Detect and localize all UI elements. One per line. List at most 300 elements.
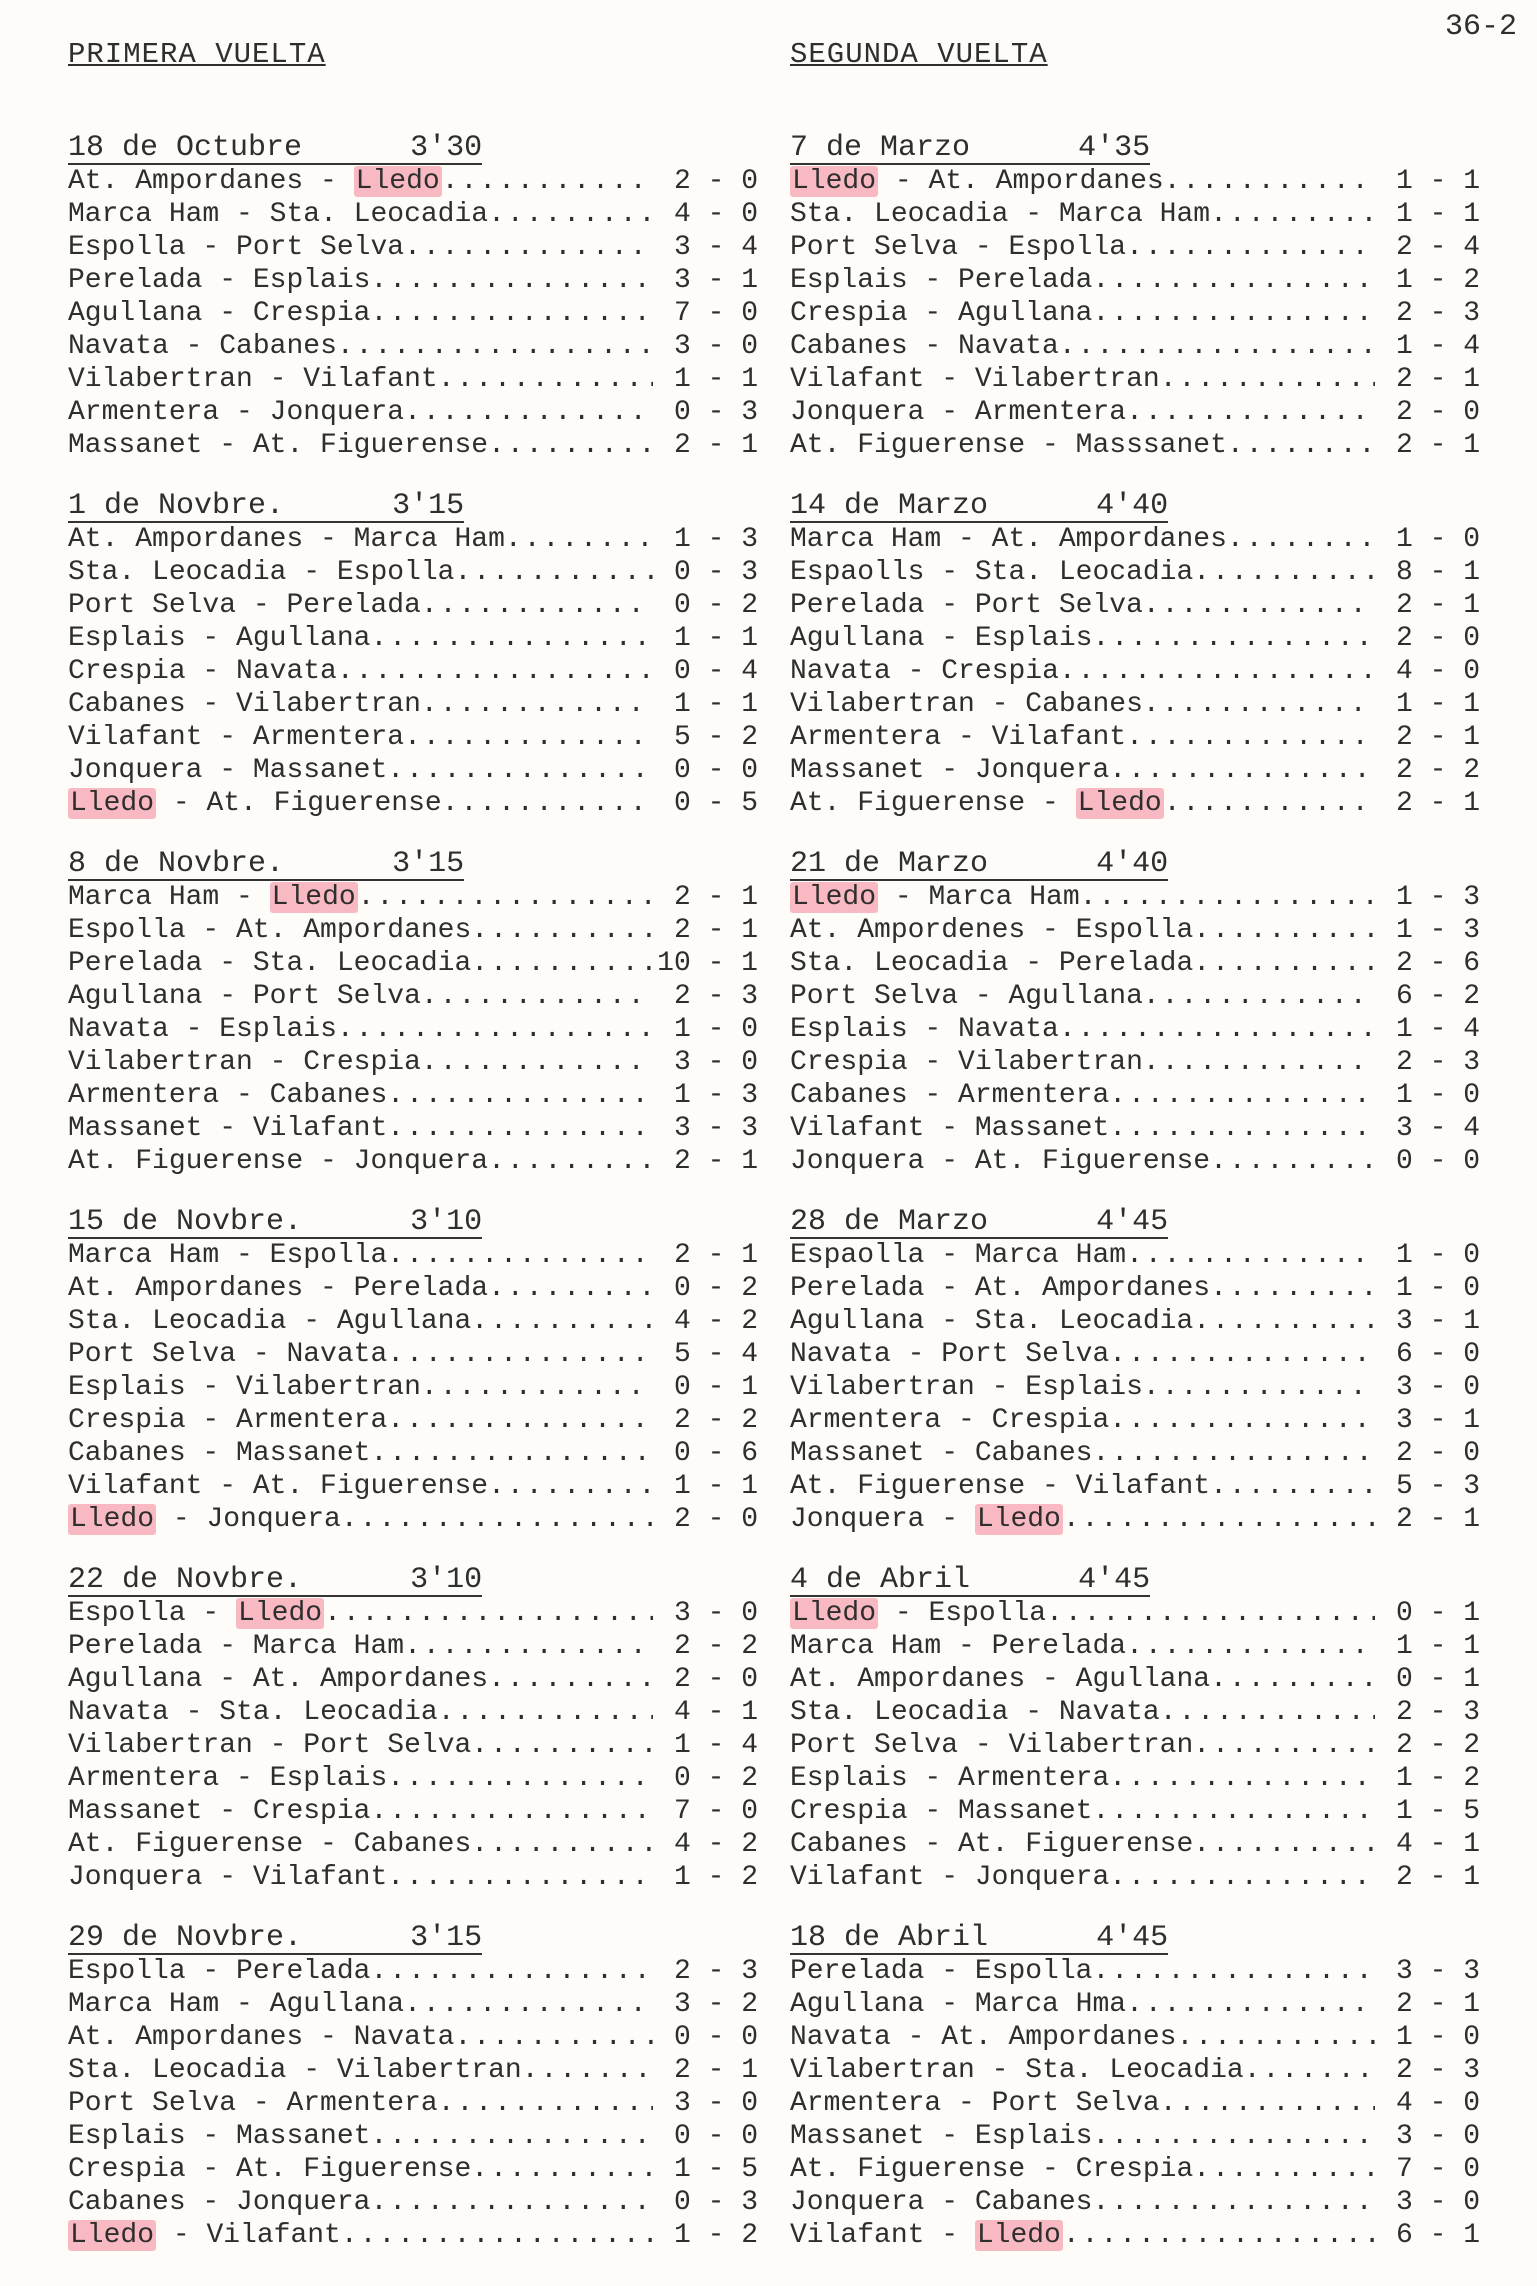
away-team: Perelada bbox=[958, 265, 1093, 296]
leader-dots bbox=[370, 1795, 653, 1828]
home-team: Navata bbox=[68, 331, 169, 362]
matchday-heading bbox=[790, 1207, 1168, 1239]
away-team: Marca Ham bbox=[974, 1240, 1127, 1271]
home-team: Vilabertran bbox=[68, 1047, 253, 1078]
match-score: 1 - 0 bbox=[1395, 524, 1480, 555]
leader-dots bbox=[1193, 1729, 1375, 1762]
leader-dots bbox=[471, 1305, 653, 1338]
away-team: At. Ampordanes bbox=[974, 1273, 1211, 1304]
match-teams: Armentera - Vilafant bbox=[790, 722, 1127, 753]
away-team: At. Figuerense bbox=[958, 1829, 1194, 1860]
home-team: Cabanes bbox=[790, 331, 908, 362]
leader-dots bbox=[341, 2219, 653, 2252]
match-teams: At. Figuerense - Vilafant bbox=[790, 1471, 1211, 1502]
home-team: Esplais bbox=[68, 2121, 186, 2152]
home-team: At. Figuerense bbox=[790, 2154, 1026, 2185]
away-team: Jonquera bbox=[353, 1146, 489, 1177]
match-row bbox=[68, 363, 758, 396]
home-team: Marca Ham bbox=[68, 1989, 220, 2020]
leader-dots bbox=[1177, 2021, 1376, 2054]
home-team: Crespia bbox=[790, 1796, 908, 1827]
match-row bbox=[68, 787, 758, 820]
leader-dots bbox=[1143, 688, 1375, 721]
matchday-block bbox=[790, 1564, 1480, 1922]
away-team: Massanet bbox=[958, 1796, 1093, 1827]
leader-dots bbox=[1109, 1338, 1375, 1371]
match-score: 0 - 1 bbox=[1395, 1664, 1480, 1695]
home-team: Vilafant bbox=[790, 1862, 925, 1893]
home-team: Perelada bbox=[68, 948, 203, 979]
match-row bbox=[68, 589, 758, 622]
match-row bbox=[68, 1404, 758, 1437]
leader-dots bbox=[522, 2054, 653, 2087]
leader-dots bbox=[488, 198, 653, 231]
match-score: 7 - 0 bbox=[1395, 2154, 1480, 2185]
match-row bbox=[790, 1828, 1480, 1861]
away-team: Masssanet bbox=[1075, 430, 1227, 461]
matchday-block bbox=[68, 132, 758, 490]
away-team: Jonquera bbox=[269, 397, 405, 428]
home-team: Armentera bbox=[790, 1405, 942, 1436]
leader-dots bbox=[387, 1861, 653, 1894]
match-teams: Cabanes - Navata bbox=[790, 331, 1059, 362]
home-team: Esplais bbox=[68, 623, 186, 654]
away-team: At. Ampordanes bbox=[991, 524, 1227, 555]
match-score: 2 - 0 bbox=[673, 1504, 758, 1535]
away-team: At. Figuerense bbox=[206, 788, 442, 819]
away-team: Perelada bbox=[991, 1631, 1127, 1662]
away-team: Vilabertran bbox=[336, 2055, 522, 2086]
match-row bbox=[790, 198, 1480, 231]
match-score: 2 - 1 bbox=[1395, 788, 1480, 819]
leader-dots bbox=[1080, 881, 1375, 914]
home-team: Crespia bbox=[790, 1047, 908, 1078]
leader-dots bbox=[358, 881, 653, 914]
match-score: 2 - 1 bbox=[1395, 364, 1480, 395]
away-team: Agullana bbox=[1008, 981, 1143, 1012]
leader-dots bbox=[1092, 2186, 1375, 2219]
away-team: Cabanes bbox=[269, 1080, 388, 1111]
matchday-time: 4'45 bbox=[1096, 1205, 1169, 1239]
leader-dots bbox=[1126, 231, 1375, 264]
leader-dots bbox=[1210, 1663, 1375, 1696]
leader-dots bbox=[1059, 1013, 1375, 1046]
home-team: Marca Ham bbox=[68, 882, 220, 913]
home-team: Lledo bbox=[792, 882, 877, 913]
away-team: Massanet bbox=[974, 1113, 1110, 1144]
leader-dots bbox=[1109, 1079, 1375, 1112]
match-score: 1 - 1 bbox=[1395, 166, 1480, 197]
leader-dots bbox=[1143, 1046, 1375, 1079]
home-team: Agullana bbox=[68, 1664, 203, 1695]
match-teams: Esplais - Vilabertran bbox=[68, 1372, 421, 1403]
match-row bbox=[790, 330, 1480, 363]
match-teams: Sta. Leocadia - Marca Ham bbox=[790, 199, 1211, 230]
match-score: 1 - 3 bbox=[673, 1080, 758, 1111]
home-team: Marca Ham bbox=[790, 524, 942, 555]
match-row bbox=[790, 1861, 1480, 1894]
match-score: 1 - 1 bbox=[673, 364, 758, 395]
match-score: 1 - 0 bbox=[1395, 1240, 1480, 1271]
match-row bbox=[790, 589, 1480, 622]
match-teams: Navata - Cabanes bbox=[68, 331, 337, 362]
match-row bbox=[790, 1272, 1480, 1305]
leader-dots bbox=[370, 264, 653, 297]
match-teams: Crespia - Massanet bbox=[790, 1796, 1093, 1827]
match-score: 4 - 1 bbox=[673, 1697, 758, 1728]
primera-vuelta-column bbox=[68, 30, 758, 2280]
away-team: Crespia bbox=[252, 1796, 371, 1827]
matchday-heading bbox=[790, 1565, 1150, 1597]
leader-dots bbox=[454, 556, 653, 589]
match-score: 3 - 1 bbox=[673, 265, 758, 296]
leader-dots bbox=[471, 1729, 653, 1762]
match-row bbox=[790, 1145, 1480, 1178]
away-team: Navata bbox=[353, 2022, 455, 2053]
home-team: Lledo bbox=[792, 1598, 877, 1629]
leader-dots bbox=[387, 1404, 653, 1437]
match-row bbox=[68, 980, 758, 1013]
match-score: 7 - 0 bbox=[673, 298, 758, 329]
matchday-heading bbox=[68, 1565, 482, 1597]
match-row bbox=[68, 1630, 758, 1663]
away-team: Massanet bbox=[252, 755, 388, 786]
leader-dots bbox=[1210, 1272, 1375, 1305]
match-score: 6 - 1 bbox=[1395, 2220, 1480, 2251]
match-score: 2 - 1 bbox=[673, 2055, 758, 2086]
away-team: At. Figuerense bbox=[252, 430, 489, 461]
away-team: Armentera bbox=[958, 1763, 1110, 1794]
away-team: At. Ampordanes bbox=[941, 2022, 1177, 2053]
match-teams: Esplais - Massanet bbox=[68, 2121, 371, 2152]
match-score: 3 - 2 bbox=[673, 1989, 758, 2020]
away-team: Crespia bbox=[991, 1405, 1110, 1436]
away-team: Lledo bbox=[355, 166, 440, 197]
matchday-time: 3'30 bbox=[410, 131, 483, 165]
home-team: Vilabertran bbox=[790, 1372, 975, 1403]
away-team: Sta. Leocadia bbox=[974, 1306, 1194, 1337]
match-score: 0 - 1 bbox=[1395, 1598, 1480, 1629]
away-team: Perelada bbox=[236, 1956, 371, 1987]
match-teams: Lledo - At. Ampordanes bbox=[792, 166, 1164, 197]
matchday-time: 3'10 bbox=[410, 1205, 483, 1239]
leader-dots bbox=[1126, 721, 1375, 754]
match-score: 2 - 3 bbox=[1395, 2055, 1480, 2086]
match-teams: Vilabertran - Cabanes bbox=[790, 689, 1143, 720]
leader-dots bbox=[337, 1013, 653, 1046]
home-team: Perelada bbox=[790, 1956, 925, 1987]
home-team: Armentera bbox=[790, 722, 942, 753]
away-team: Espolla bbox=[1075, 915, 1194, 946]
away-team: Armentera bbox=[252, 722, 405, 753]
match-score: 5 - 2 bbox=[673, 722, 758, 753]
home-team: Esplais bbox=[68, 1372, 186, 1403]
match-row bbox=[790, 1371, 1480, 1404]
leader-dots bbox=[1109, 1861, 1375, 1894]
leader-dots bbox=[404, 1630, 653, 1663]
away-team: Port Selva bbox=[303, 1730, 472, 1761]
leader-dots bbox=[370, 2186, 653, 2219]
match-teams: Sta. Leocadia - Espolla bbox=[68, 557, 455, 588]
home-team: Sta. Leocadia bbox=[68, 2055, 287, 2086]
match-teams: Marca Ham - Sta. Leocadia bbox=[68, 199, 489, 230]
match-score: 1 - 2 bbox=[673, 1862, 758, 1893]
match-score: 3 - 0 bbox=[673, 1598, 758, 1629]
match-teams: Massanet - Crespia bbox=[68, 1796, 371, 1827]
away-team: Agullana bbox=[236, 623, 371, 654]
matchday-heading bbox=[68, 1207, 482, 1239]
home-team: Crespia bbox=[790, 298, 908, 329]
leader-dots bbox=[1092, 2120, 1375, 2153]
leader-dots bbox=[1059, 655, 1375, 688]
matchday-heading bbox=[68, 133, 482, 165]
match-teams: Lledo - Espolla bbox=[792, 1598, 1047, 1629]
match-teams: Port Selva - Vilabertran bbox=[790, 1730, 1194, 1761]
matchday-block bbox=[790, 1206, 1480, 1564]
match-row bbox=[790, 556, 1480, 589]
match-teams: Jonquera - Massanet bbox=[68, 755, 388, 786]
match-score: 1 - 5 bbox=[1395, 1796, 1480, 1827]
away-team: Port Selva bbox=[974, 590, 1143, 621]
match-row bbox=[68, 1112, 758, 1145]
away-team: Sta. Leocadia bbox=[219, 1697, 438, 1728]
home-team: At. Figuerense bbox=[68, 1829, 304, 1860]
home-team: Massanet bbox=[790, 1438, 925, 1469]
match-row bbox=[790, 1437, 1480, 1470]
match-teams: Crespia - Vilabertran bbox=[790, 1047, 1143, 1078]
matchday-header bbox=[790, 1564, 1480, 1597]
matchday-header bbox=[68, 1206, 758, 1239]
home-team: Crespia bbox=[68, 1405, 186, 1436]
home-team: At. Ampordanes bbox=[790, 1664, 1026, 1695]
leader-dots bbox=[1109, 1404, 1375, 1437]
matchday-header bbox=[68, 1564, 758, 1597]
match-score: 0 - 6 bbox=[673, 1438, 758, 1469]
away-team: Esplais bbox=[219, 1014, 337, 1045]
match-row bbox=[790, 1630, 1480, 1663]
leader-dots bbox=[1160, 1696, 1375, 1729]
matchday-header bbox=[790, 848, 1480, 881]
matchday-heading bbox=[790, 849, 1168, 881]
away-team: Jonquera bbox=[974, 755, 1110, 786]
away-team: Vilabertran bbox=[974, 364, 1160, 395]
leader-dots bbox=[1059, 330, 1375, 363]
leader-dots bbox=[488, 429, 653, 462]
home-team: Espolla bbox=[68, 1956, 186, 1987]
match-score: 1 - 3 bbox=[1395, 882, 1480, 913]
match-row bbox=[68, 297, 758, 330]
away-team: Perelada bbox=[286, 590, 421, 621]
away-team: Marca Hma bbox=[974, 1989, 1127, 2020]
match-teams: Armentera - Jonquera bbox=[68, 397, 405, 428]
match-teams: Perelada - At. Ampordanes bbox=[790, 1273, 1211, 1304]
leader-dots bbox=[1193, 2153, 1375, 2186]
away-team: At. Figuerense bbox=[974, 1146, 1211, 1177]
matchday-date: 4 de Abril bbox=[790, 1563, 971, 1597]
away-team: Navata bbox=[958, 331, 1059, 362]
home-team: At. Figuerense bbox=[790, 430, 1026, 461]
home-team: Port Selva bbox=[68, 590, 237, 621]
match-teams: Espaolls - Sta. Leocadia bbox=[790, 557, 1194, 588]
leader-dots bbox=[1210, 1470, 1375, 1503]
matchday-heading bbox=[68, 1923, 482, 1955]
leader-dots bbox=[438, 1696, 653, 1729]
match-score: 0 - 3 bbox=[673, 397, 758, 428]
leader-dots bbox=[471, 947, 653, 980]
match-teams: Cabanes - Armentera bbox=[790, 1080, 1110, 1111]
home-team: Agullana bbox=[790, 1306, 925, 1337]
match-score: 3 - 3 bbox=[1395, 1956, 1480, 1987]
matchday-header bbox=[68, 132, 758, 165]
match-score: 0 - 3 bbox=[673, 557, 758, 588]
away-team: Crespia bbox=[252, 298, 371, 329]
match-teams: Jonquera - Vilafant bbox=[68, 1862, 388, 1893]
away-team: Esplais bbox=[974, 2121, 1093, 2152]
home-team: Vilabertran bbox=[68, 364, 253, 395]
match-row bbox=[68, 1145, 758, 1178]
leader-dots bbox=[1092, 1437, 1375, 1470]
match-row bbox=[790, 2021, 1480, 2054]
match-teams: Jonquera - Armentera bbox=[790, 397, 1127, 428]
match-score: 3 - 1 bbox=[1395, 1306, 1480, 1337]
match-row bbox=[68, 881, 758, 914]
match-row bbox=[68, 2186, 758, 2219]
home-team: Vilafant bbox=[68, 1471, 203, 1502]
leader-dots bbox=[438, 363, 653, 396]
away-team: Massanet bbox=[236, 1438, 371, 1469]
home-team: Vilafant bbox=[68, 722, 203, 753]
home-team: Esplais bbox=[790, 1763, 908, 1794]
match-teams: Armentera - Port Selva bbox=[790, 2088, 1160, 2119]
home-team: Port Selva bbox=[68, 2088, 237, 2119]
leader-dots bbox=[421, 1371, 653, 1404]
match-score: 2 - 3 bbox=[1395, 1047, 1480, 1078]
home-team: Cabanes bbox=[790, 1080, 908, 1111]
matchday-header bbox=[790, 1922, 1480, 1955]
leader-dots bbox=[421, 589, 653, 622]
home-team: Armentera bbox=[68, 1080, 220, 1111]
match-teams: Vilafant - At. Figuerense bbox=[68, 1471, 489, 1502]
home-team: Massanet bbox=[790, 2121, 925, 2152]
matchday-block bbox=[790, 848, 1480, 1206]
section-title: PRIMERA VUELTA bbox=[68, 38, 326, 71]
match-score: 3 - 0 bbox=[1395, 2187, 1480, 2218]
match-teams: At. Figuerense - Crespia bbox=[790, 2154, 1194, 2185]
away-team: At. Ampordanes bbox=[236, 915, 472, 946]
home-team: Navata bbox=[790, 2022, 891, 2053]
matchday-heading bbox=[790, 133, 1150, 165]
match-score: 2 - 1 bbox=[1395, 430, 1480, 461]
match-teams: Lledo - Marca Ham bbox=[792, 882, 1080, 913]
match-teams: Lledo - Jonquera bbox=[70, 1504, 341, 1535]
home-team: Marca Ham bbox=[790, 1631, 942, 1662]
match-score: 1 - 1 bbox=[1395, 199, 1480, 230]
match-score: 2 - 0 bbox=[1395, 623, 1480, 654]
away-team: Lledo bbox=[238, 1598, 323, 1629]
match-row bbox=[790, 523, 1480, 556]
match-row bbox=[68, 1503, 758, 1536]
match-score: 1 - 0 bbox=[1395, 1273, 1480, 1304]
match-teams: At. Ampordanes - Marca Ham bbox=[68, 524, 505, 555]
home-team: Crespia bbox=[68, 2154, 186, 2185]
match-teams: Espolla - At. Ampordanes bbox=[68, 915, 472, 946]
matchday-date: 18 de Abril bbox=[790, 1921, 989, 1955]
away-team: Navata bbox=[1058, 1697, 1160, 1728]
match-row bbox=[68, 1437, 758, 1470]
away-team: Vilabertran bbox=[236, 689, 421, 720]
away-team: Port Selva bbox=[991, 2088, 1160, 2119]
match-row bbox=[790, 754, 1480, 787]
match-score: 3 - 3 bbox=[673, 1113, 758, 1144]
match-teams: Agullana - Sta. Leocadia bbox=[790, 1306, 1194, 1337]
match-score: 0 - 2 bbox=[673, 1763, 758, 1794]
match-score: 0 - 1 bbox=[673, 1372, 758, 1403]
away-team: Agullana bbox=[1075, 1664, 1211, 1695]
away-team: Navata bbox=[958, 1014, 1059, 1045]
leader-dots bbox=[387, 1762, 653, 1795]
home-team: Navata bbox=[790, 1339, 891, 1370]
match-row bbox=[790, 2087, 1480, 2120]
matchday-header bbox=[68, 848, 758, 881]
home-team: Espolla bbox=[68, 915, 186, 946]
match-row bbox=[790, 947, 1480, 980]
home-team: Espolla bbox=[68, 232, 186, 263]
home-team: Espaolla bbox=[790, 1240, 925, 1271]
matchday-date: 28 de Marzo bbox=[790, 1205, 989, 1239]
away-team: Espolla bbox=[928, 1598, 1047, 1629]
match-teams: Vilabertran - Sta. Leocadia bbox=[790, 2055, 1244, 2086]
away-team: Armentera bbox=[236, 1405, 388, 1436]
match-score: 2 - 3 bbox=[673, 1956, 758, 1987]
matchday-date: 22 de Novbre. bbox=[68, 1563, 303, 1597]
match-teams: Jonquera - Cabanes bbox=[790, 2187, 1093, 2218]
away-team: Vilafant bbox=[991, 722, 1127, 753]
matchday-date: 15 de Novbre. bbox=[68, 1205, 303, 1239]
match-row bbox=[68, 947, 758, 980]
matchday-header bbox=[790, 1206, 1480, 1239]
leader-dots bbox=[488, 1145, 653, 1178]
home-team: Vilafant bbox=[790, 364, 925, 395]
away-team: Espolla bbox=[1008, 232, 1127, 263]
match-row bbox=[68, 264, 758, 297]
match-score: 2 - 3 bbox=[1395, 1697, 1480, 1728]
match-score: 4 - 1 bbox=[1395, 1829, 1480, 1860]
leader-dots bbox=[1109, 1112, 1375, 1145]
away-team: Perelada bbox=[1058, 948, 1194, 979]
home-team: Perelada bbox=[790, 1273, 925, 1304]
match-teams: Espaolla - Marca Ham bbox=[790, 1240, 1127, 1271]
match-row bbox=[790, 655, 1480, 688]
leader-dots bbox=[387, 1338, 653, 1371]
match-teams: Port Selva - Espolla bbox=[790, 232, 1127, 263]
matchday-time: 3'15 bbox=[410, 1921, 483, 1955]
match-row bbox=[68, 1988, 758, 2021]
match-score: 2 - 0 bbox=[673, 1664, 758, 1695]
match-row bbox=[68, 1470, 758, 1503]
home-team: Armentera bbox=[68, 397, 220, 428]
match-teams: Vilafant - Massanet bbox=[790, 1113, 1110, 1144]
match-teams: Sta. Leocadia - Navata bbox=[790, 1697, 1160, 1728]
match-score: 1 - 1 bbox=[1395, 1631, 1480, 1662]
home-team: At. Figuerense bbox=[68, 1146, 304, 1177]
away-team: Jonquera bbox=[236, 2187, 371, 2218]
match-row bbox=[790, 1729, 1480, 1762]
match-row bbox=[790, 1046, 1480, 1079]
leader-dots bbox=[488, 1470, 653, 1503]
leader-dots bbox=[387, 754, 653, 787]
match-score: 3 - 0 bbox=[1395, 2121, 1480, 2152]
leader-dots bbox=[1160, 2087, 1375, 2120]
